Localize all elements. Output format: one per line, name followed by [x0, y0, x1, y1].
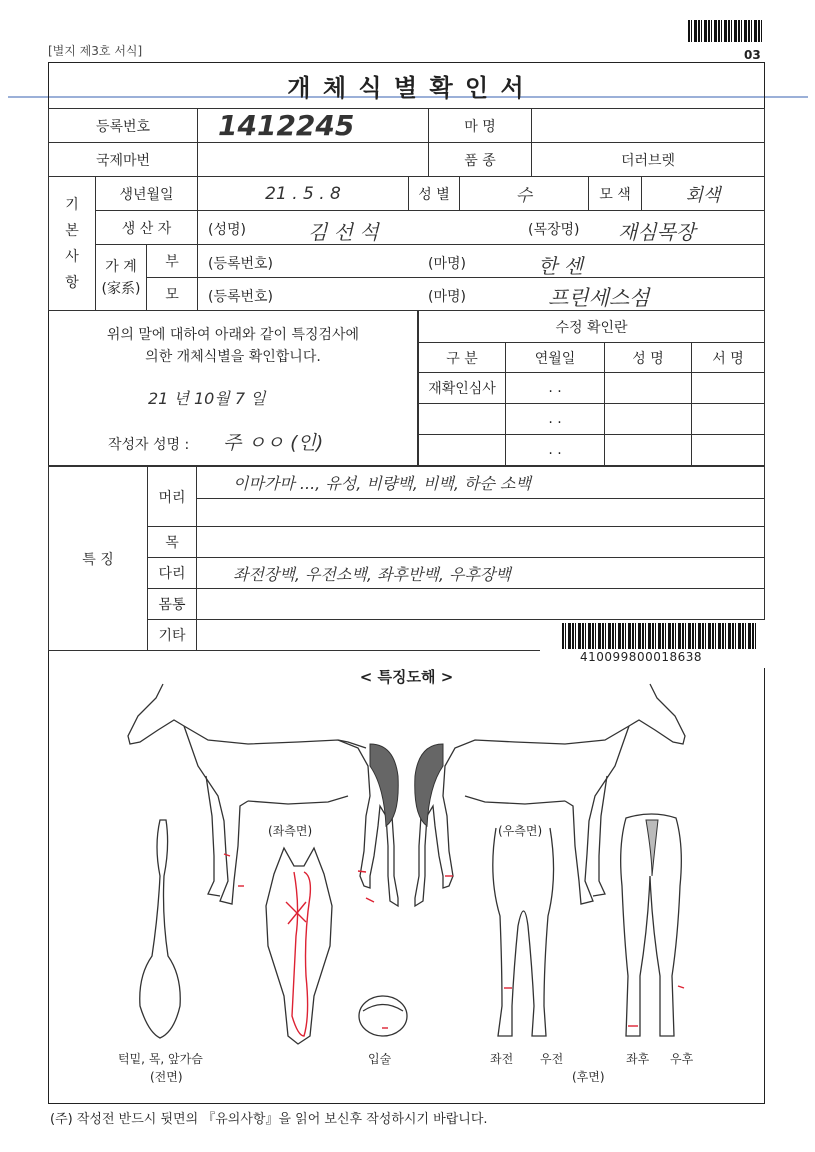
horse-lips-icon	[359, 996, 407, 1036]
dam-reg-label: (등록번호)	[208, 289, 274, 305]
sex-label: 성 별	[409, 177, 460, 211]
writer-value[interactable]: 주 ㅇㅇ (인)	[223, 432, 324, 454]
revision-table	[418, 310, 765, 466]
sex-value[interactable]: 수	[460, 177, 589, 211]
lineage-label: 가 계 (家系)	[96, 245, 147, 311]
barcode-number: 410099800018638	[580, 650, 703, 664]
basic-section-label: 기 본 사 항	[49, 177, 96, 311]
feature-value-head[interactable]: 이마가마 ..., 유성, 비량백, 비백, 하순 소백	[197, 467, 765, 499]
reg-label: 등록번호	[49, 109, 198, 143]
revision-name-cell[interactable]	[605, 373, 692, 404]
top-barcode	[688, 20, 764, 42]
breeder-name-label: (성명)	[208, 222, 246, 238]
microchip-value[interactable]	[198, 143, 429, 177]
table-row	[419, 404, 506, 435]
breeder-name-value[interactable]: 김 선 석	[308, 220, 379, 244]
horse-head-icon	[266, 848, 332, 1044]
feature-label-neck: 목	[148, 527, 197, 558]
feature-label-head: 머리	[148, 467, 197, 527]
basic-info-table	[48, 176, 765, 311]
revision-header-name: 성 명	[605, 343, 692, 373]
breed-label: 품 종	[429, 143, 532, 177]
registration-table	[48, 108, 765, 177]
revision-sign-cell[interactable]	[692, 404, 765, 435]
lips-label: 입술	[368, 1052, 392, 1066]
revision-date-cell[interactable]: . .	[506, 404, 605, 435]
horse-front-legs-icon	[493, 828, 554, 1036]
left-side-label: (좌측면)	[268, 824, 313, 838]
dam-label: 모	[147, 278, 198, 311]
table-row	[419, 435, 506, 466]
confirm-block	[48, 310, 418, 466]
feature-label-body: 몸통	[148, 589, 197, 620]
revision-name-cell[interactable]	[605, 435, 692, 466]
farm-label: (목장명)	[528, 222, 580, 238]
table-row: 재확인심사	[419, 373, 506, 404]
revision-title: 수정 확인란	[419, 311, 765, 343]
features-section-label: 특 징	[49, 467, 148, 651]
sire-label: 부	[147, 245, 198, 278]
feature-value-body[interactable]	[197, 589, 765, 620]
front-left-label: 좌전	[490, 1052, 514, 1066]
front-caption: 턱밑, 목, 앞가슴	[118, 1052, 203, 1066]
revision-header-sign: 서 명	[692, 343, 765, 373]
feature-label-legs: 다리	[148, 558, 197, 589]
front-label: (전면)	[150, 1070, 183, 1084]
rear-label: (후면)	[572, 1070, 605, 1084]
sire-name-label: (마명)	[428, 256, 466, 272]
horse-front-view-icon	[140, 820, 181, 1038]
reg-value[interactable]: 1412245	[198, 109, 429, 143]
horse-left-side-icon	[128, 684, 398, 906]
rear-right-label: 우후	[670, 1052, 694, 1066]
right-side-label: (우측면)	[498, 824, 543, 838]
birth-label: 생년월일	[96, 177, 198, 211]
page-title: 개 체 식 별 확 인 서	[287, 74, 526, 102]
writer-label: 작성자 성명 :	[108, 437, 190, 453]
revision-name-cell[interactable]	[605, 404, 692, 435]
footer-note: (주) 작성전 반드시 뒷면의 『유의사항』을 읽어 보신후 작성하시기 바랍니다.	[50, 1112, 488, 1127]
revision-date-cell[interactable]: . .	[506, 435, 605, 466]
form-label: [별지 제3호 서식]	[48, 44, 143, 58]
breed-value[interactable]: 더러브렛	[532, 143, 765, 177]
barcode-label	[540, 620, 768, 668]
breeder-label: 생 산 자	[96, 211, 198, 245]
farm-value[interactable]: 재심목장	[618, 220, 696, 244]
dam-cell	[198, 278, 765, 311]
breeder-cell	[198, 211, 765, 245]
feature-value-legs[interactable]: 좌전장백, 우전소백, 좌후반백, 우후장백	[197, 558, 765, 589]
sire-cell	[198, 245, 765, 278]
front-right-label: 우전	[540, 1052, 564, 1066]
confirm-line-1: 위의 말에 대하여 아래와 같이 특징검사에	[106, 327, 360, 343]
horse-right-side-icon	[415, 684, 685, 906]
confirm-date[interactable]: 21 년 10월 7 일	[148, 389, 266, 408]
sire-reg-label: (등록번호)	[208, 256, 274, 272]
revision-header-type: 구 분	[419, 343, 506, 373]
page-code: 03	[744, 48, 761, 62]
horse-diagram	[48, 676, 765, 1072]
color-label: 모 색	[589, 177, 642, 211]
sire-name-value[interactable]: 한 센	[538, 254, 583, 278]
birth-value[interactable]: 21 . 5 . 8	[198, 177, 409, 211]
color-value[interactable]: 회색	[642, 177, 765, 211]
dam-name-label: (마명)	[428, 289, 466, 305]
confirm-line-2: 의한 개체식별을 확인합니다.	[145, 349, 321, 365]
horse-rear-view-icon	[621, 814, 684, 1036]
rear-left-label: 좌후	[626, 1052, 650, 1066]
feature-value-head-2[interactable]	[197, 499, 765, 527]
dam-name-value[interactable]: 프린세스섬	[548, 286, 650, 310]
barcode-icon	[562, 623, 758, 649]
revision-header-date: 연월일	[506, 343, 605, 373]
revision-sign-cell[interactable]	[692, 435, 765, 466]
revision-sign-cell[interactable]	[692, 373, 765, 404]
microchip-label: 국제마번	[49, 143, 198, 177]
feature-value-neck[interactable]	[197, 527, 765, 558]
revision-date-cell[interactable]: . .	[506, 373, 605, 404]
horse-name-label: 마 명	[429, 109, 532, 143]
feature-label-other: 기타	[148, 620, 197, 651]
diagram-title: < 특징도해 >	[359, 668, 454, 686]
horse-name-value[interactable]	[532, 109, 765, 143]
